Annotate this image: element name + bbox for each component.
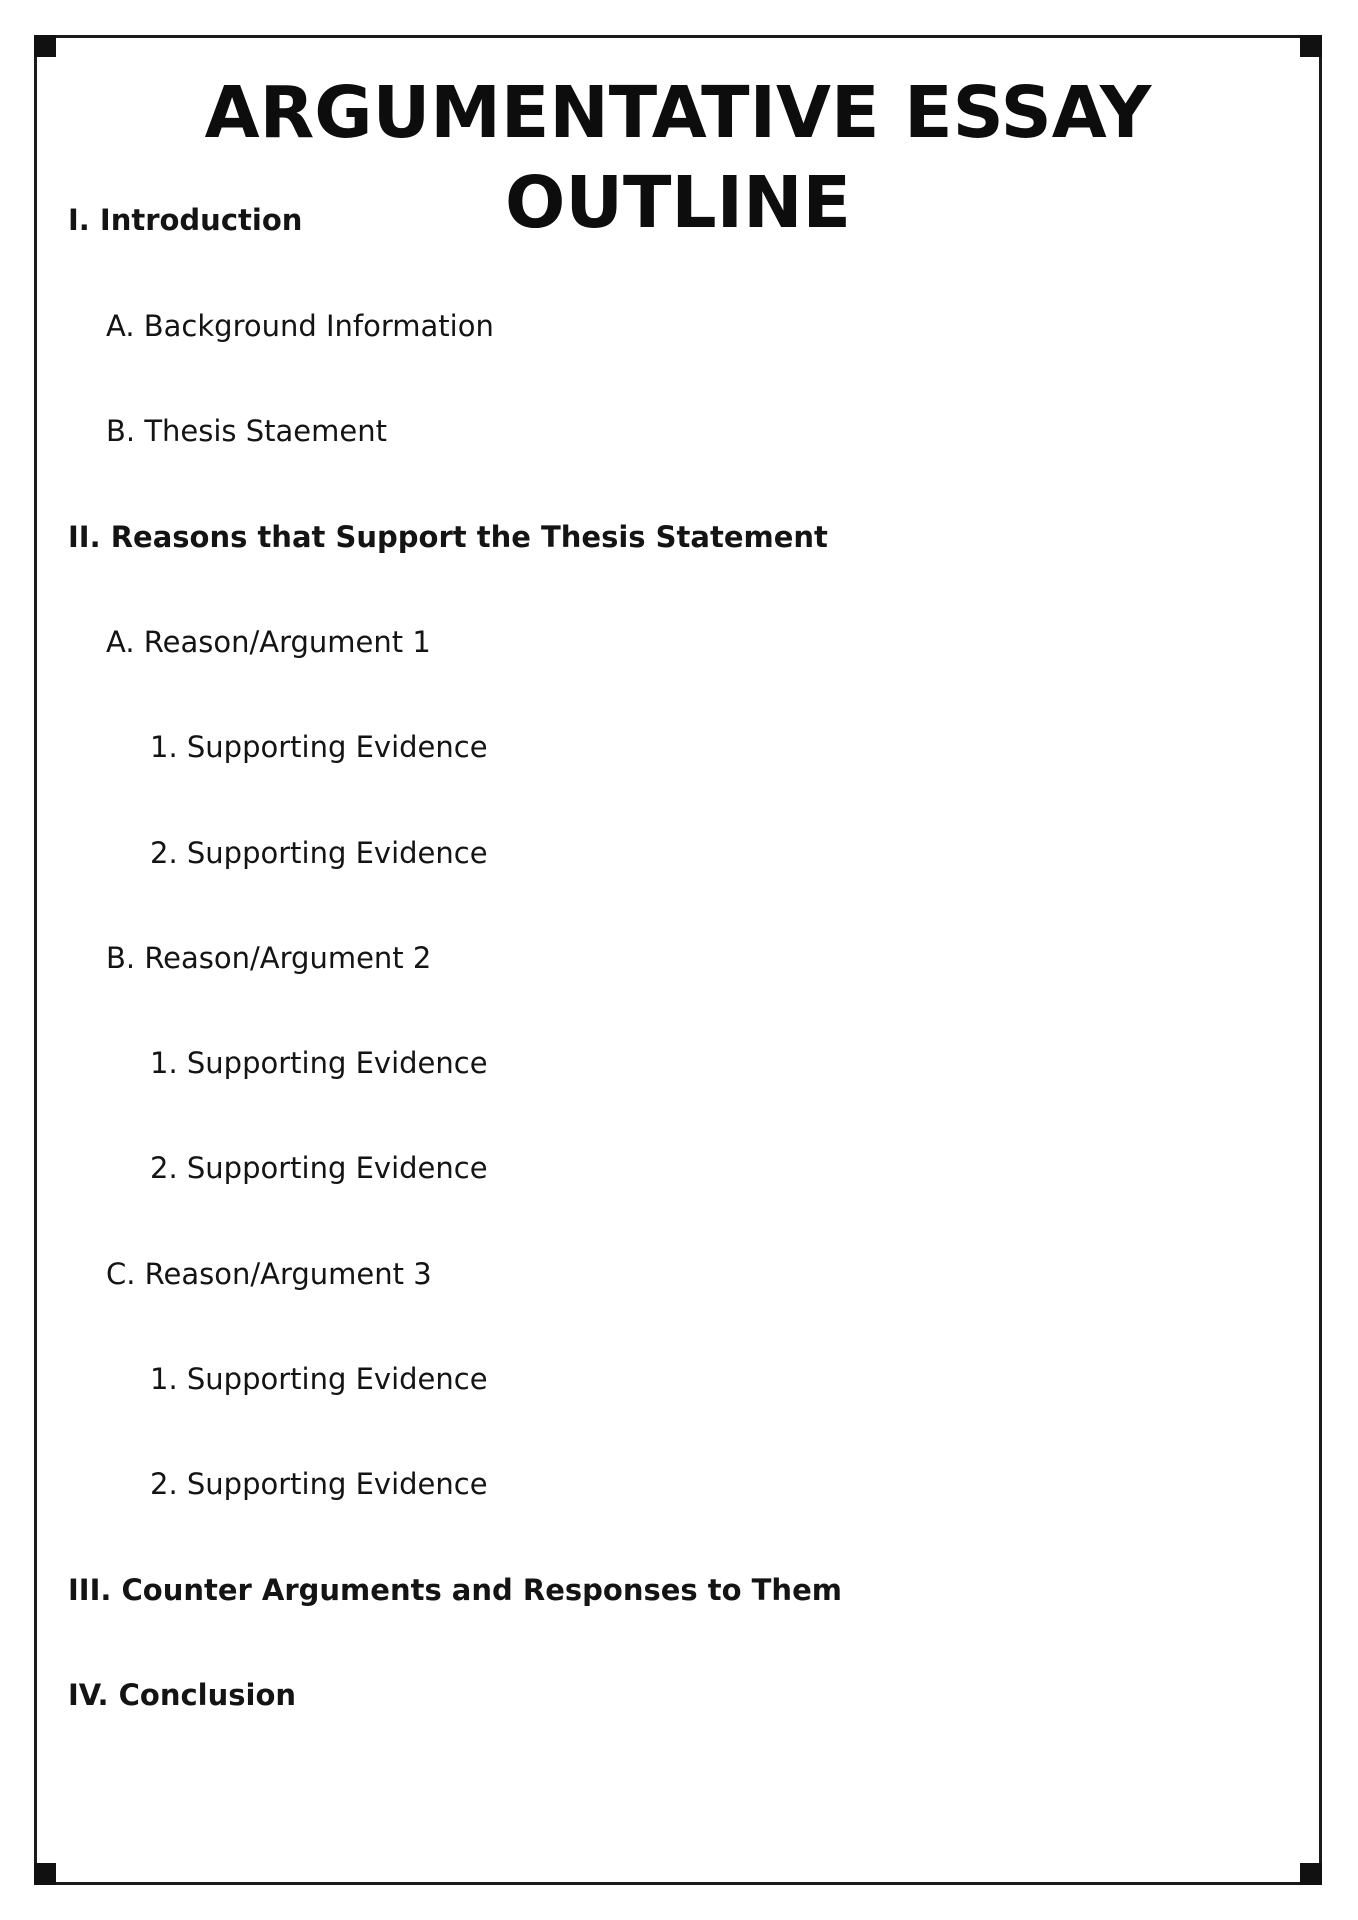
outline-heading-conclusion: IV. Conclusion	[68, 1678, 297, 1712]
outline-item-evidence-3a: 1. Supporting Evidence	[150, 1362, 488, 1396]
outline-item-background-information: A. Background Information	[106, 309, 494, 343]
outline-item-evidence-1b: 2. Supporting Evidence	[150, 836, 488, 870]
corner-mark-top-left	[34, 35, 56, 57]
outline-item-evidence-2a: 1. Supporting Evidence	[150, 1046, 488, 1080]
corner-mark-bottom-right	[1300, 1863, 1322, 1885]
outline-heading-counter-arguments: III. Counter Arguments and Responses to Them	[68, 1573, 842, 1607]
outline-heading-introduction: I. Introduction	[68, 203, 303, 237]
outline-item-evidence-1a: 1. Supporting Evidence	[150, 730, 488, 764]
outline-item-reason-3: C. Reason/Argument 3	[106, 1257, 432, 1291]
outline-item-reason-1: A. Reason/Argument 1	[106, 625, 431, 659]
outline-item-evidence-3b: 2. Supporting Evidence	[150, 1467, 488, 1501]
outline-item-reason-2: B. Reason/Argument 2	[106, 941, 432, 975]
outline-item-evidence-2b: 2. Supporting Evidence	[150, 1151, 488, 1185]
document-title: ARGUMENTATIVE ESSAY OUTLINE	[204, 71, 1152, 244]
outline-heading-reasons: II. Reasons that Support the Thesis Statement	[68, 520, 828, 554]
corner-mark-bottom-left	[34, 1863, 56, 1885]
outline-item-thesis-statement: B. Thesis Staement	[106, 414, 387, 448]
corner-mark-top-right	[1300, 35, 1322, 57]
